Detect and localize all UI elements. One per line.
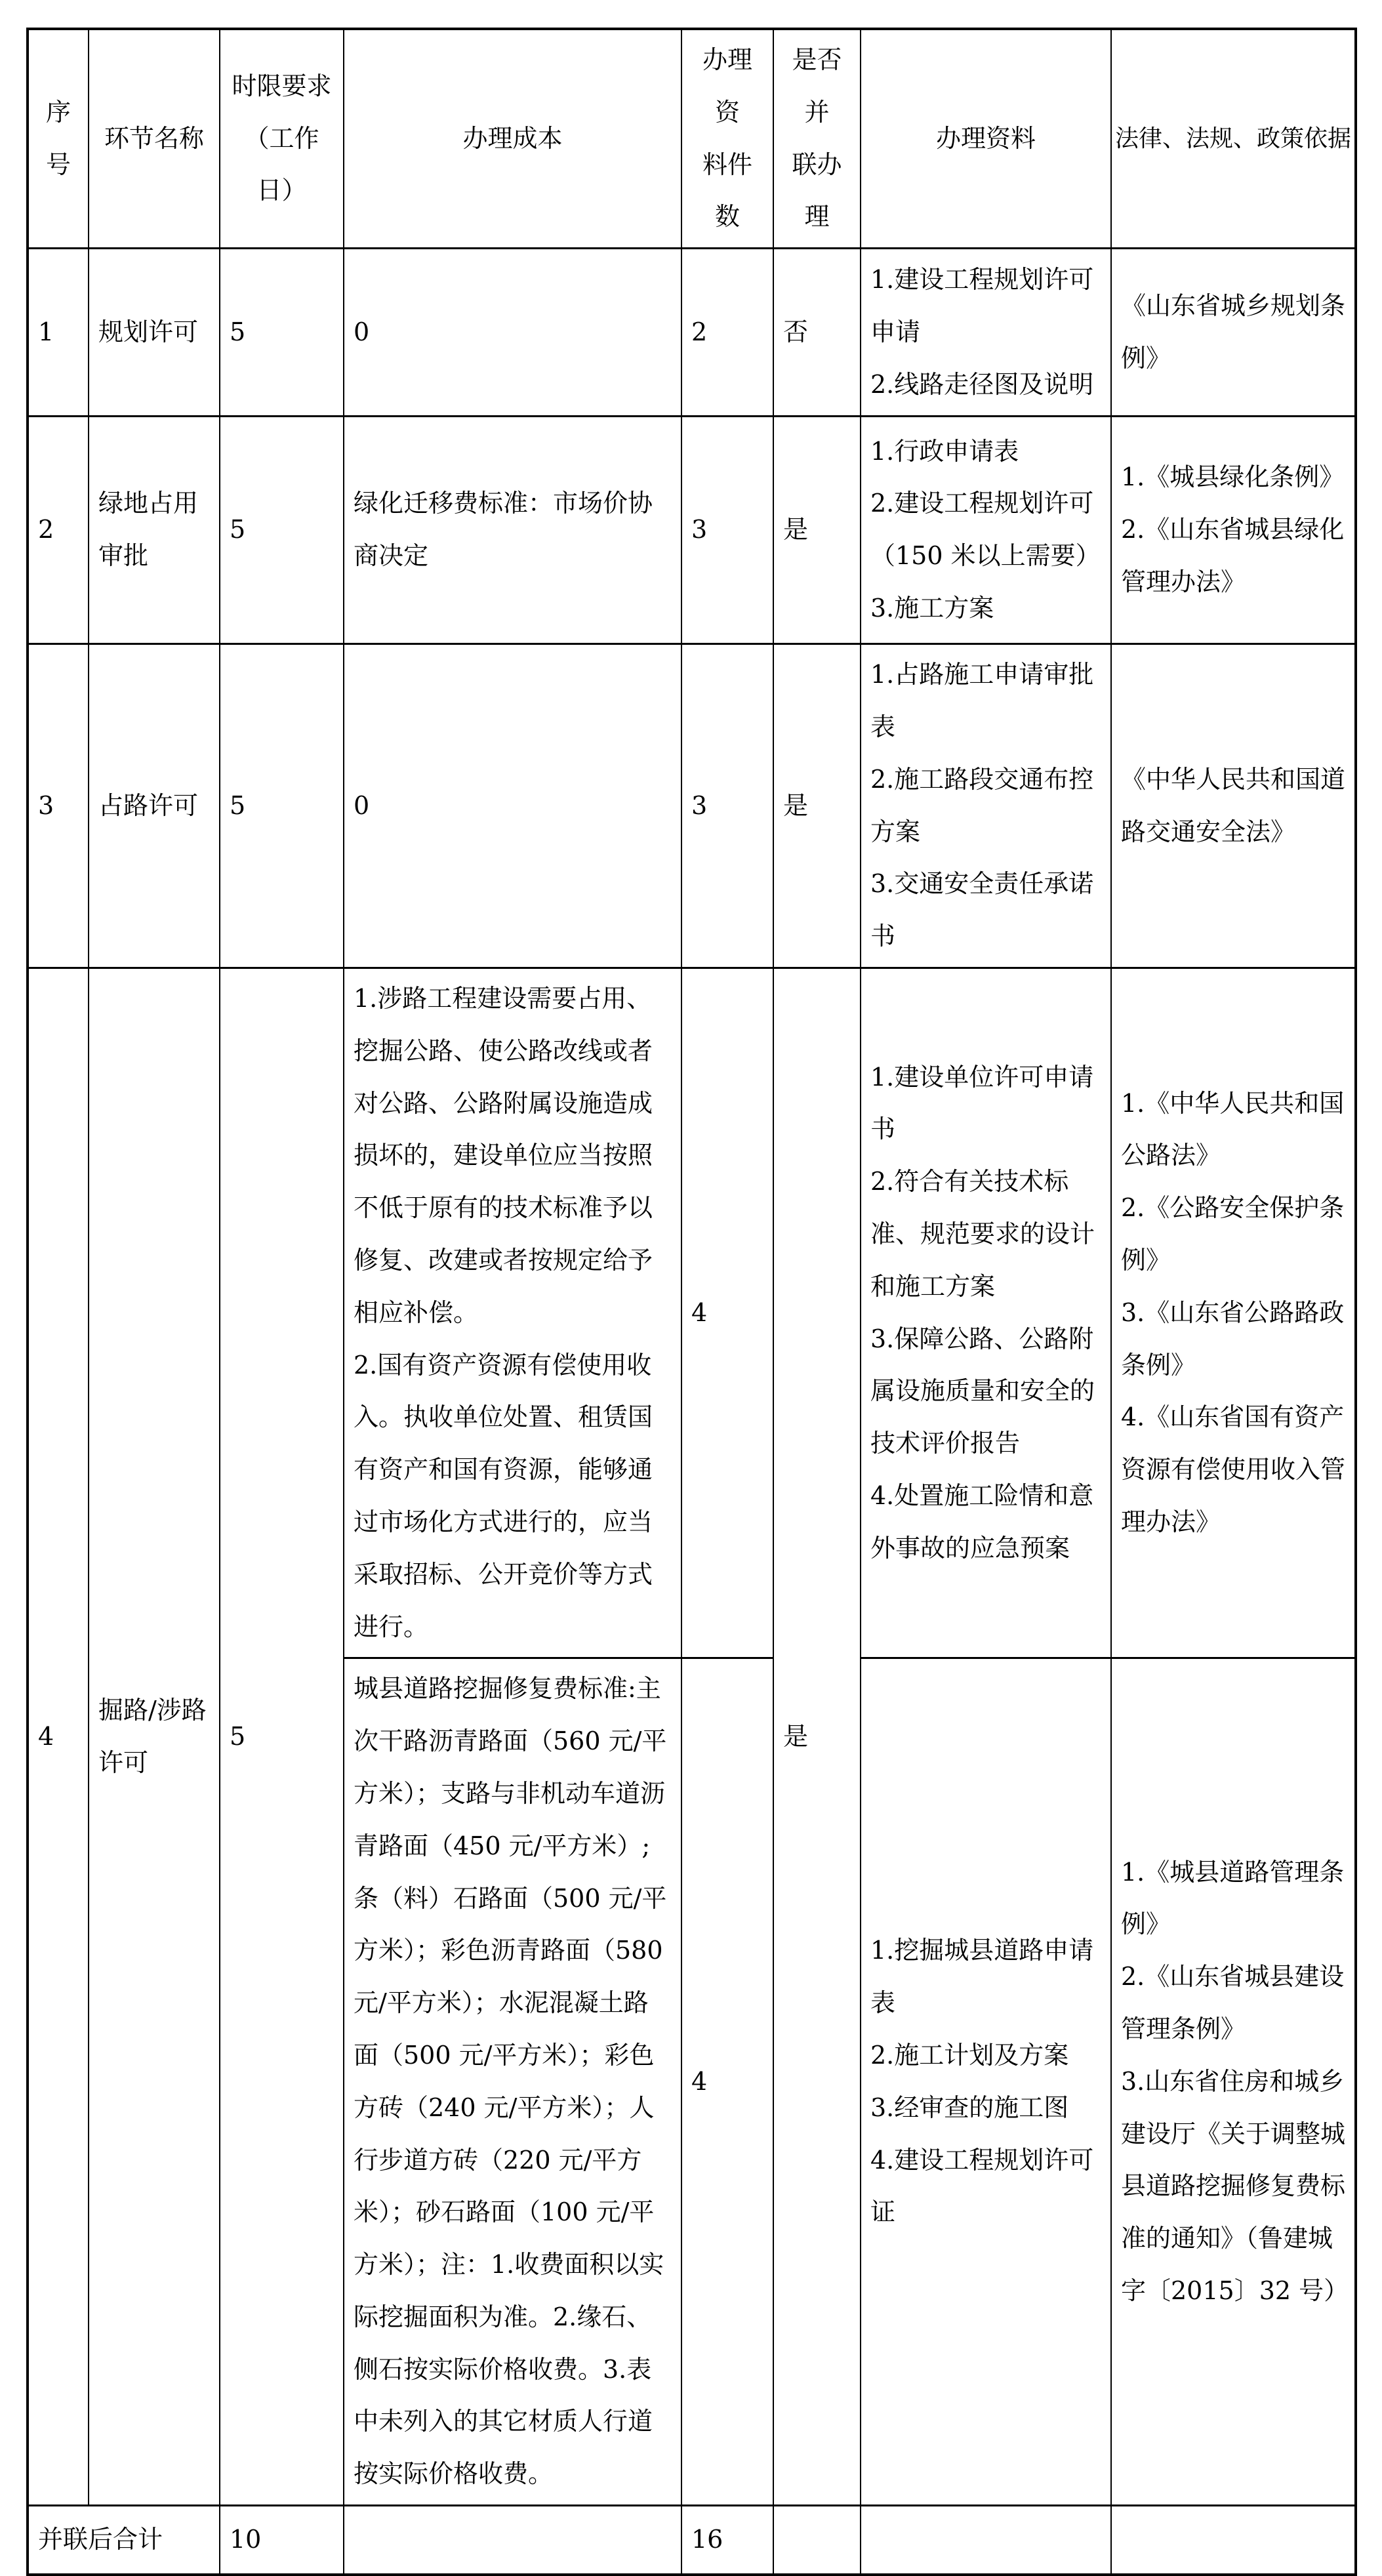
cost-item: 2.国有资产资源有偿使用收入。执收单位处置、租赁国有资产和国有资源，能够通过市场化方式进行的，应当采取招标、公开竞价等方式进行。 bbox=[354, 1350, 653, 1641]
cell-total-materials bbox=[861, 2506, 1111, 2575]
cell-r4-time: 5 bbox=[220, 968, 344, 2505]
header-no bbox=[28, 29, 89, 249]
material-item: 3.保障公路、公路附属设施质量和安全的技术评价报告 bbox=[870, 1324, 1095, 1458]
header-docs-count bbox=[681, 29, 773, 249]
legal-item: 1.《中华人民共和国公路法》 bbox=[1121, 1088, 1345, 1170]
cell-r4-name: 掘路/涉路许可 bbox=[89, 968, 220, 2505]
row-road-occupation-permit bbox=[28, 644, 1356, 968]
legal-item: 4.《山东省国有资产资源有偿使用收入管理办法》 bbox=[1121, 1402, 1346, 1536]
header-cost bbox=[344, 29, 681, 249]
cell-r2-no: 2 bbox=[28, 417, 89, 644]
cell-r4-cost-2: 城县道路挖掘修复费标准:主次干路沥青路面（560 元/平方米）；支路与非机动车道沥青路面（450 元/平方米）;条（料）石路面（500 元/平方米）；彩色沥青路面（580 元/平方米）；水泥混凝土路面（500 元/平方米）；彩色方砖（240 元/平方米）；人行步道方砖（220 元/平方米）；砂石路面（100 元/平方米）；注：1.收费面积以实际挖掘面积为准。2.缘石、侧石按实际价格收费。3.表中未列入的其它材质人行道按实际价格收费。 bbox=[344, 1658, 681, 2506]
cell-r3-time: 5 bbox=[220, 644, 344, 968]
cell-r2-docs: 3 bbox=[681, 417, 773, 644]
header-time-line1: 时限要求 bbox=[232, 71, 332, 100]
cell-r4-materials-2 bbox=[861, 1658, 1111, 2506]
cell-r4-cost-1 bbox=[344, 968, 681, 1658]
cost-item: 1.涉路工程建设需要占用、挖掘公路、使公路改线或者对公路、公路附属设施造成损坏的，建设单位应当按照不低于原有的技术标准予以修复、改建或者按规定给予相应补偿。 bbox=[354, 983, 653, 1327]
cell-r1-time: 5 bbox=[220, 249, 344, 417]
cell-total-label: 并联后合计 bbox=[28, 2506, 220, 2575]
material-item: 3.施工方案 bbox=[870, 593, 994, 623]
cell-r3-cost: 0 bbox=[344, 644, 681, 968]
header-row bbox=[28, 29, 1356, 249]
header-step-label: 环节名称 bbox=[104, 123, 204, 153]
header-cost-label: 办理成本 bbox=[462, 123, 563, 153]
legal-item: 《山东省城乡规划条例》 bbox=[1121, 291, 1346, 373]
cell-r1-docs: 2 bbox=[681, 249, 773, 417]
material-item: 2.符合有关技术标准、规范要求的设计和施工方案 bbox=[870, 1167, 1095, 1301]
cell-total-time: 10 bbox=[220, 2506, 344, 2575]
header-time-line2: （工作日） bbox=[244, 123, 319, 205]
header-materials bbox=[861, 29, 1111, 249]
material-item: 4.处置施工险情和意外事故的应急预案 bbox=[870, 1481, 1094, 1563]
material-item: 2.施工路段交通布控方案 bbox=[870, 764, 1094, 846]
material-item: 1.建设工程规划许可申请 bbox=[870, 264, 1094, 346]
cell-r4-materials-1 bbox=[861, 968, 1111, 1658]
cell-r3-parallel: 是 bbox=[773, 644, 861, 968]
legal-item: 3.《山东省公路路政条例》 bbox=[1121, 1298, 1345, 1380]
procedure-table bbox=[26, 28, 1357, 2576]
cell-r1-parallel: 否 bbox=[773, 249, 861, 417]
header-materials-label: 办理资料 bbox=[935, 123, 1036, 153]
header-parallel-line2: 联办理 bbox=[792, 150, 842, 232]
row-road-excavation-permit-part1 bbox=[28, 968, 1356, 1658]
cell-r4-parallel: 是 bbox=[773, 968, 861, 2505]
material-item: 2.线路走径图及说明 bbox=[870, 369, 1094, 399]
legal-item: 3.山东省住房和城乡建设厅《关于调整城县道路挖掘修复费标准的通知》（鲁建城字〔2015〕32 号） bbox=[1121, 2066, 1349, 2305]
cell-r3-legal bbox=[1111, 644, 1356, 968]
header-legal bbox=[1111, 29, 1356, 249]
cell-r1-materials bbox=[861, 249, 1111, 417]
legal-item: 2.《山东省城县绿化管理办法》 bbox=[1121, 515, 1345, 597]
material-item: 1.挖掘城县道路申请表 bbox=[870, 1936, 1094, 2018]
cell-r2-materials bbox=[861, 417, 1111, 644]
header-parallel bbox=[773, 29, 861, 249]
cell-total-docs: 16 bbox=[681, 2506, 773, 2575]
cell-r4-docs-2: 4 bbox=[681, 1658, 773, 2506]
cell-total-cost bbox=[344, 2506, 681, 2575]
cell-r4-docs-1: 4 bbox=[681, 968, 773, 1658]
legal-item: 《中华人民共和国道路交通安全法》 bbox=[1121, 764, 1346, 846]
cell-r2-name: 绿地占用审批 bbox=[89, 417, 220, 644]
material-item: 2.建设工程规划许可（150 米以上需要） bbox=[870, 489, 1101, 571]
material-item: 4.建设工程规划许可证 bbox=[870, 2145, 1094, 2227]
cell-r2-legal bbox=[1111, 417, 1356, 644]
cell-r3-docs: 3 bbox=[681, 644, 773, 968]
cell-total-parallel bbox=[773, 2506, 861, 2575]
material-item: 1.占路施工申请审批表 bbox=[870, 660, 1094, 741]
cell-total-legal bbox=[1111, 2506, 1356, 2575]
header-docs-line2: 料件数 bbox=[702, 150, 752, 232]
header-legal-label: 法律、法规、政策依据 bbox=[1114, 125, 1351, 152]
material-item: 2.施工计划及方案 bbox=[870, 2040, 1069, 2070]
cell-r4-legal-1 bbox=[1111, 968, 1356, 1658]
legal-item: 1.《城县绿化条例》 bbox=[1121, 462, 1345, 492]
cell-r4-legal-2 bbox=[1111, 1658, 1356, 2506]
row-planning-permit bbox=[28, 249, 1356, 417]
material-item: 1.行政申请表 bbox=[870, 436, 1019, 466]
cell-r2-parallel: 是 bbox=[773, 417, 861, 644]
material-item: 3.经审查的施工图 bbox=[870, 2093, 1069, 2122]
total-row bbox=[28, 2506, 1356, 2575]
cell-r2-cost: 绿化迁移费标准：市场价协商决定 bbox=[344, 417, 681, 644]
cell-r1-legal bbox=[1111, 249, 1356, 417]
legal-item: 1.《城县道路管理条例》 bbox=[1121, 1857, 1345, 1939]
cell-r1-cost: 0 bbox=[344, 249, 681, 417]
cell-r1-name: 规划许可 bbox=[89, 249, 220, 417]
header-no-label: 序号 bbox=[45, 97, 71, 179]
material-item: 1.建设单位许可申请书 bbox=[870, 1062, 1094, 1144]
header-step bbox=[89, 29, 220, 249]
cell-r1-no: 1 bbox=[28, 249, 89, 417]
cell-r2-time: 5 bbox=[220, 417, 344, 644]
material-item: 3.交通安全责任承诺书 bbox=[870, 869, 1094, 951]
cell-r3-no: 3 bbox=[28, 644, 89, 968]
row-green-land-approval bbox=[28, 417, 1356, 644]
legal-item: 2.《山东省城县建设管理条例》 bbox=[1121, 1962, 1345, 2043]
cell-r3-materials bbox=[861, 644, 1111, 968]
cell-r4-no: 4 bbox=[28, 968, 89, 2505]
header-docs-line1: 办理资 bbox=[702, 45, 752, 127]
cell-r3-name: 占路许可 bbox=[89, 644, 220, 968]
legal-item: 2.《公路安全保护条例》 bbox=[1121, 1193, 1345, 1275]
header-time bbox=[220, 29, 344, 249]
header-parallel-line1: 是否并 bbox=[792, 45, 842, 127]
